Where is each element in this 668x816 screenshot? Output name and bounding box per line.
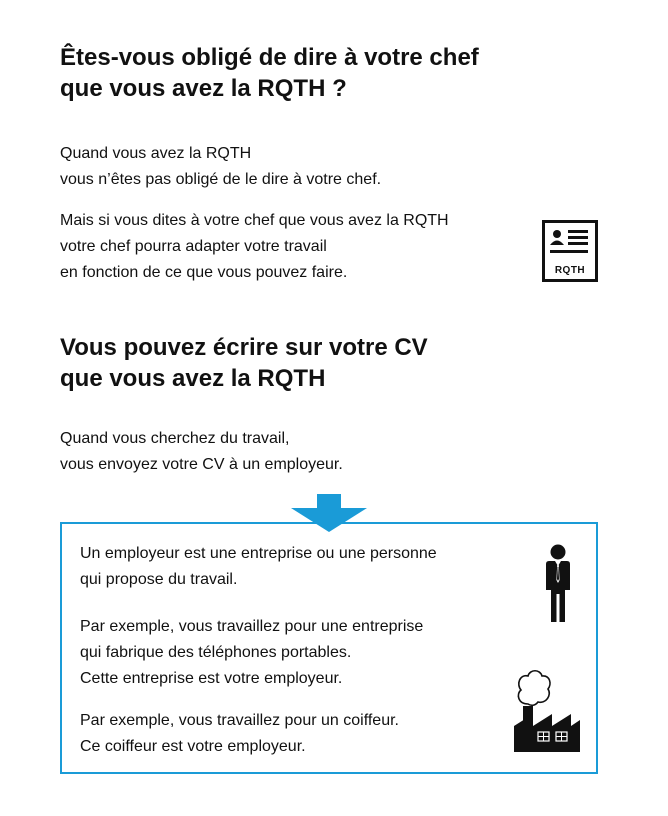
factory-icon [508, 664, 584, 754]
text-line: Cette entreprise est votre employeur. [80, 670, 343, 687]
text-line: vous n’êtes pas obligé de le dire à votre chef. [60, 171, 382, 188]
text-line: votre chef pourra adapter votre travail [60, 238, 327, 255]
text-line: Mais si vous dites à votre chef que vous avez la RQTH [60, 212, 449, 229]
section-1-title-line: que vous avez la RQTH ? [60, 75, 347, 102]
businessman-icon [541, 544, 575, 624]
box-paragraph-2 [80, 614, 423, 692]
box-paragraph-1 [80, 541, 437, 593]
text-line: Ce coiffeur est votre employeur. [80, 738, 306, 755]
down-arrow-icon [291, 494, 367, 534]
text-line: en fonction de ce que vous pouvez faire. [60, 264, 348, 281]
text-line: Quand vous cherchez du travail, [60, 430, 290, 447]
text-line: Par exemple, vous travaillez pour un coiffeur. [80, 712, 399, 729]
section-2-title [60, 332, 428, 394]
section-2-paragraph-1 [60, 426, 343, 478]
text-line: qui propose du travail. [80, 571, 238, 588]
text-line: vous envoyez votre CV à un employeur. [60, 456, 343, 473]
section-2-title-line: que vous avez la RQTH [60, 365, 326, 392]
card-label: RQTH [554, 265, 586, 276]
text-line: Par exemple, vous travaillez pour une entreprise [80, 618, 424, 635]
id-card-graphic [545, 223, 595, 263]
text-line: Quand vous avez la RQTH [60, 145, 252, 162]
text-line: Un employeur est une entreprise ou une personne [80, 545, 437, 562]
section-2-title-line: Vous pouvez écrire sur votre CV [60, 334, 428, 361]
section-1-title-line: Êtes-vous obligé de dire à votre chef [60, 44, 479, 71]
section-1-title [60, 42, 479, 104]
id-card-icon [542, 220, 598, 282]
text-line: qui fabrique des téléphones portables. [80, 644, 352, 661]
box-paragraph-3 [80, 708, 399, 760]
section-1-paragraph-1 [60, 141, 381, 193]
section-1-paragraph-2 [60, 208, 449, 286]
employer-definition-box [60, 522, 598, 774]
